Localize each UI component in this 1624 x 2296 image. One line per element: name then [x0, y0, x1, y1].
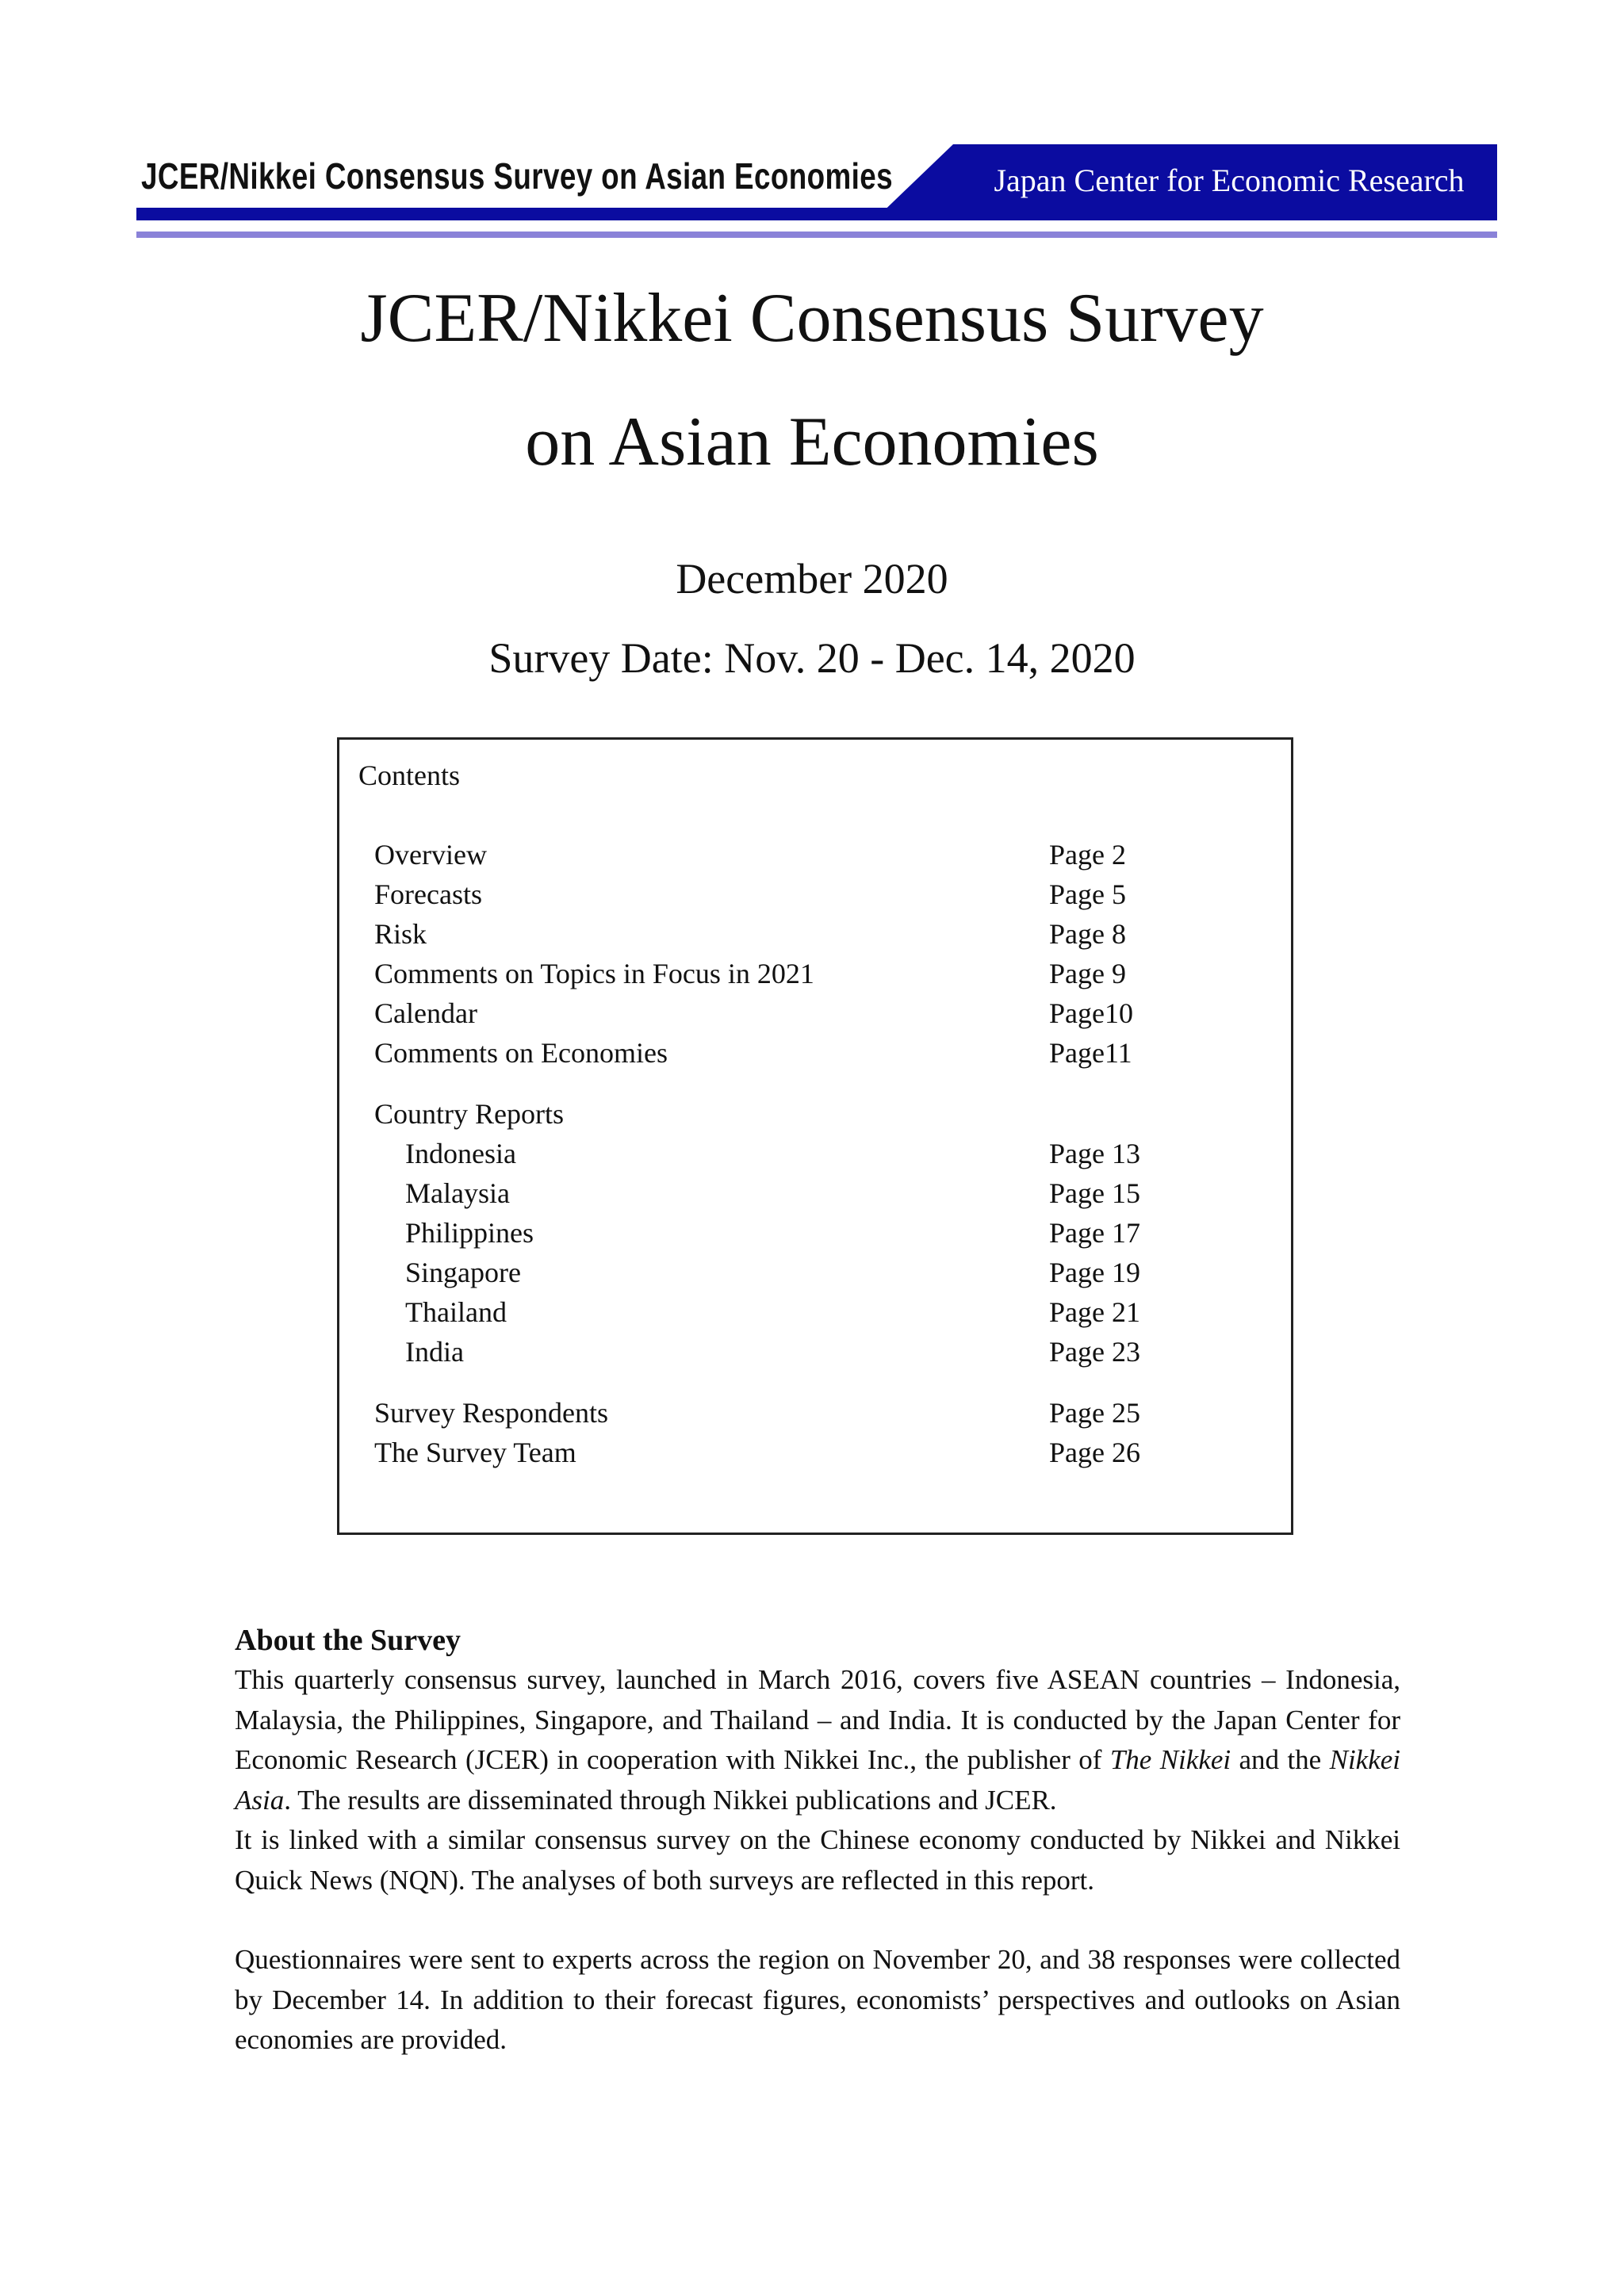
toc-page: Page 19: [1049, 1257, 1140, 1288]
toc-label: Forecasts: [374, 878, 482, 910]
toc-label: Survey Respondents: [374, 1397, 608, 1429]
about-paragraph-2: It is linked with a similar consensus survey on the Chinese economy conducted by Nikkei and Nikkei Quick News (NQN). The analyses of both surveys are reflected in this report.: [235, 1824, 1400, 1896]
publication-name: Nikkei Asia: [235, 1744, 1400, 1816]
header-organization: Japan Center for Economic Research: [994, 163, 1465, 198]
page-title-line-2: on Asian Economies: [525, 404, 1099, 480]
about-text: . The results are disseminated through Nikkei publications and JCER.: [284, 1784, 1057, 1816]
toc-page: Page11: [1049, 1037, 1132, 1069]
toc-page: Page10: [1049, 997, 1133, 1029]
toc-item[interactable]: [374, 1393, 1262, 1433]
toc-page: Page 21: [1049, 1296, 1140, 1328]
toc-item[interactable]: [374, 835, 1262, 874]
toc-page: Page 2: [1049, 839, 1126, 871]
report-header: [136, 141, 1497, 238]
toc-label: Country Reports: [374, 1098, 564, 1130]
toc-label: Overview: [374, 839, 487, 871]
header-lavender-rule: [136, 232, 1497, 238]
toc-page: Page 5: [1049, 878, 1126, 910]
toc-item[interactable]: [374, 993, 1262, 1033]
toc-item[interactable]: [374, 914, 1262, 954]
toc-item[interactable]: [374, 1253, 1262, 1292]
header-series-title: JCER/Nikkei Consensus Survey on Asian Economies: [141, 155, 893, 197]
toc-item[interactable]: [374, 1134, 1262, 1173]
about-text: and the: [1231, 1744, 1330, 1775]
toc-item[interactable]: [374, 874, 1262, 914]
toc-page: Page 9: [1049, 958, 1126, 989]
toc-page: Page 17: [1049, 1217, 1140, 1249]
toc-label: Comments on Topics in Focus in 2021: [374, 958, 814, 989]
header-blue-rule: [136, 208, 1497, 220]
toc-label: Thailand: [405, 1296, 507, 1328]
survey-date: Survey Date: Nov. 20 - Dec. 14, 2020: [488, 634, 1136, 682]
toc-label: Malaysia: [405, 1177, 510, 1209]
page-title-line-1: JCER/Nikkei Consensus Survey: [360, 280, 1264, 357]
toc-label: Risk: [374, 918, 427, 950]
toc-page: Page 15: [1049, 1177, 1140, 1209]
toc-item[interactable]: [374, 1433, 1262, 1472]
about-paragraph-3: Questionnaires were sent to experts across the region on November 20, and 38 responses were collected by December 14. In addition to their forecast figures, economists’ perspectives and outlooks on Asian economies are provided.: [235, 1944, 1400, 2055]
toc-page: Page 13: [1049, 1138, 1140, 1169]
about-section: [235, 1621, 1400, 2061]
about-heading: About the Survey: [235, 1624, 462, 1657]
toc-page: Page 8: [1049, 918, 1126, 950]
about-paragraph-1: [235, 1660, 1400, 1820]
toc-item[interactable]: [374, 1033, 1262, 1073]
toc-page: Page 26: [1049, 1437, 1140, 1468]
toc-label: India: [405, 1336, 464, 1368]
toc-page: Page 25: [1049, 1397, 1140, 1429]
publication-name: The Nikkei: [1109, 1744, 1231, 1775]
toc-item[interactable]: [374, 1173, 1262, 1213]
toc-label: Philippines: [405, 1217, 534, 1249]
contents-box: [337, 737, 1293, 1535]
toc-item[interactable]: [374, 1332, 1262, 1372]
report-date: December 2020: [676, 555, 948, 603]
toc-page: Page 23: [1049, 1336, 1140, 1368]
toc-item[interactable]: [374, 1292, 1262, 1332]
about-text: This quarterly consensus survey, launched in March 2016, covers five ASEAN countries – Indonesia, Malaysia, the Philippines, Singapore, and Thailand – and India. It is conducted by the Japan Center for Economic Research (JCER) in cooperation with Nikkei Inc., the publisher of: [235, 1664, 1400, 1775]
toc-label: The Survey Team: [374, 1437, 576, 1468]
toc-label: Calendar: [374, 997, 477, 1029]
toc-label: Comments on Economies: [374, 1037, 668, 1069]
toc-label: Singapore: [405, 1257, 521, 1288]
toc-label: Indonesia: [405, 1138, 516, 1169]
toc-item[interactable]: [374, 954, 1262, 993]
toc-item[interactable]: [374, 1213, 1262, 1253]
contents-title: Contents: [358, 760, 461, 791]
toc-section-heading: [374, 1094, 1262, 1134]
